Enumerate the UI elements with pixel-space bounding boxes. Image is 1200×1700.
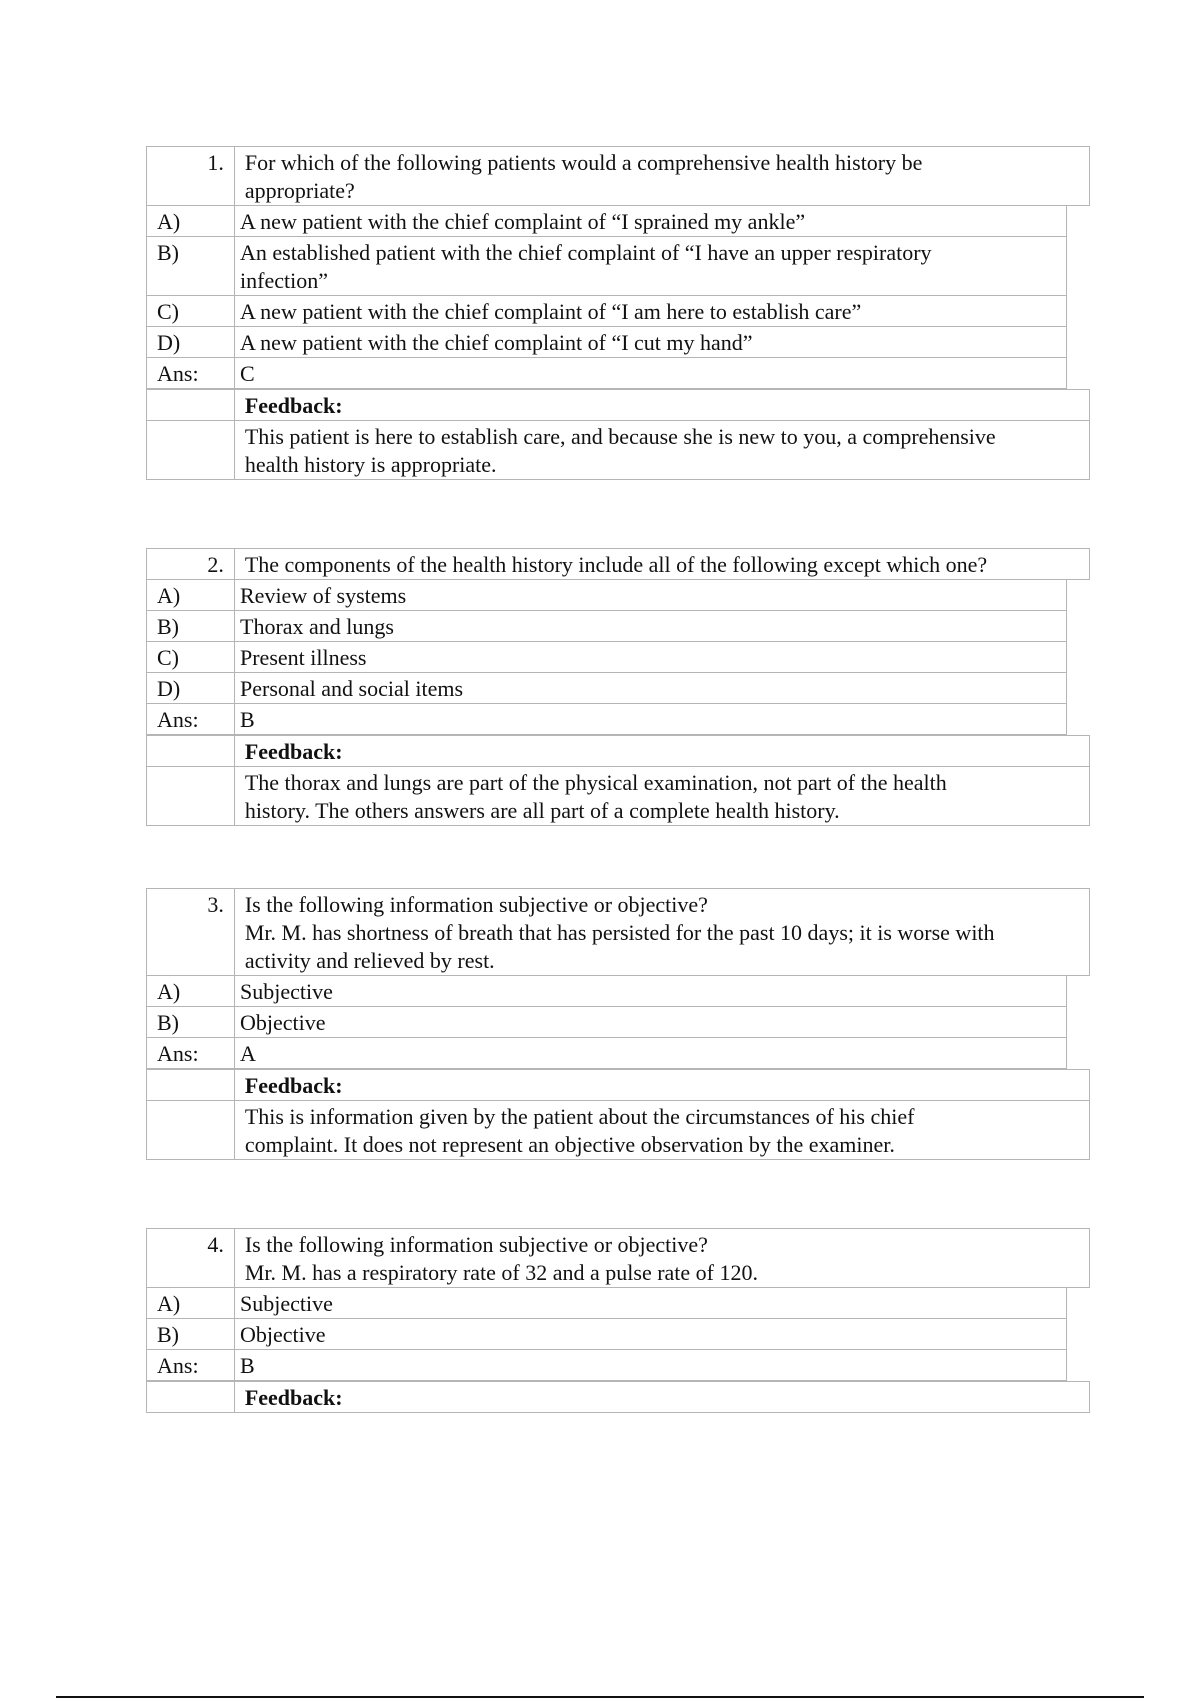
option-row [146, 1319, 1067, 1350]
option-text: Subjective [240, 1291, 333, 1316]
feedback-text-row [146, 1101, 1090, 1160]
answer-label: Ans: [147, 1038, 235, 1068]
footer-rule [56, 1696, 1144, 1698]
option-row [146, 1288, 1067, 1319]
question-text-line: Mr. M. has a respiratory rate of 32 and a pulse rate of 120. [244, 1260, 759, 1285]
option-letter: B) [147, 1319, 235, 1349]
option-text: Review of systems [240, 583, 407, 608]
answer-row [146, 358, 1067, 389]
feedback-text-line: health history is appropriate. [244, 452, 497, 477]
question-text [235, 889, 1089, 975]
question-text-line: Is the following information subjective or objective? [244, 892, 708, 917]
question-block [146, 888, 1090, 1160]
question-text-line: The components of the health history include all of the following except which one? [244, 552, 988, 577]
question-block [146, 146, 1090, 480]
option-text [235, 237, 1066, 295]
option-letter: D) [147, 327, 235, 357]
question-row [146, 146, 1090, 206]
question-text [235, 549, 1089, 579]
option-text: A new patient with the chief complaint of “I am here to establish care” [240, 299, 862, 324]
option-row [146, 206, 1067, 237]
option-letter: B) [147, 611, 235, 641]
question-text-line: appropriate? [244, 178, 355, 203]
option-letter: B) [147, 1007, 235, 1037]
option-row [146, 580, 1067, 611]
question-number: 4. [147, 1229, 235, 1287]
question-text-line: Mr. M. has shortness of breath that has persisted for the past 10 days; it is worse with [244, 920, 995, 945]
feedback-text-line: complaint. It does not represent an objective observation by the examiner. [244, 1132, 895, 1157]
option-row [146, 976, 1067, 1007]
feedback-text-line: This is information given by the patient about the circumstances of his chief [244, 1104, 915, 1129]
feedback-text [235, 767, 1089, 825]
question-text-line: Is the following information subjective or objective? [244, 1232, 708, 1257]
answer-value: B [240, 707, 255, 732]
answer-value: B [240, 1353, 255, 1378]
option-text: Present illness [240, 645, 367, 670]
option-letter: C) [147, 296, 235, 326]
question-block [146, 1228, 1090, 1413]
feedback-label-row [146, 1381, 1090, 1413]
feedback-text-row [146, 421, 1090, 480]
option-row [146, 673, 1067, 704]
answer-label: Ans: [147, 704, 235, 734]
feedback-label: Feedback: [244, 739, 343, 764]
question-row [146, 888, 1090, 976]
option-text: Subjective [240, 979, 333, 1004]
answer-label: Ans: [147, 358, 235, 388]
feedback-label: Feedback: [244, 1073, 343, 1098]
option-row [146, 611, 1067, 642]
answer-value: C [240, 361, 255, 386]
option-letter: A) [147, 1288, 235, 1318]
option-text-line: infection” [240, 268, 328, 293]
feedback-label: Feedback: [244, 393, 343, 418]
option-row [146, 237, 1067, 296]
option-letter: B) [147, 237, 235, 295]
feedback-label-row [146, 1069, 1090, 1101]
option-letter: A) [147, 976, 235, 1006]
feedback-label: Feedback: [244, 1385, 343, 1410]
option-letter: C) [147, 642, 235, 672]
option-letter: D) [147, 673, 235, 703]
option-row [146, 1007, 1067, 1038]
feedback-label-row [146, 389, 1090, 421]
feedback-text-line: The thorax and lungs are part of the physical examination, not part of the health [244, 770, 947, 795]
feedback-text-line: This patient is here to establish care, and because she is new to you, a comprehensive [244, 424, 996, 449]
question-block [146, 548, 1090, 826]
feedback-text-row [146, 767, 1090, 826]
question-text-line: For which of the following patients would a comprehensive health history be [244, 150, 923, 175]
option-text: Objective [240, 1010, 326, 1035]
question-row [146, 548, 1090, 580]
option-text: A new patient with the chief complaint of “I sprained my ankle” [240, 209, 806, 234]
feedback-text [235, 421, 1089, 479]
answer-row [146, 1038, 1067, 1069]
answer-row [146, 704, 1067, 735]
option-letter: A) [147, 580, 235, 610]
question-number: 1. [147, 147, 235, 205]
question-text [235, 1229, 1089, 1287]
option-text: Personal and social items [240, 676, 464, 701]
answer-label: Ans: [147, 1350, 235, 1380]
question-number: 3. [147, 889, 235, 975]
feedback-text [235, 1101, 1089, 1159]
option-text: Thorax and lungs [240, 614, 394, 639]
answer-row [146, 1350, 1067, 1381]
feedback-label-row [146, 735, 1090, 767]
question-text [235, 147, 1089, 205]
feedback-text-line: history. The others answers are all part of a complete health history. [244, 798, 840, 823]
option-text: A new patient with the chief complaint of “I cut my hand” [240, 330, 753, 355]
question-number: 2. [147, 549, 235, 579]
option-letter: A) [147, 206, 235, 236]
question-text-line: activity and relieved by rest. [244, 948, 495, 973]
question-row [146, 1228, 1090, 1288]
option-row [146, 296, 1067, 327]
option-row [146, 642, 1067, 673]
answer-value: A [240, 1041, 256, 1066]
option-text-line: An established patient with the chief complaint of “I have an upper respiratory [240, 240, 932, 265]
option-text: Objective [240, 1322, 326, 1347]
option-row [146, 327, 1067, 358]
